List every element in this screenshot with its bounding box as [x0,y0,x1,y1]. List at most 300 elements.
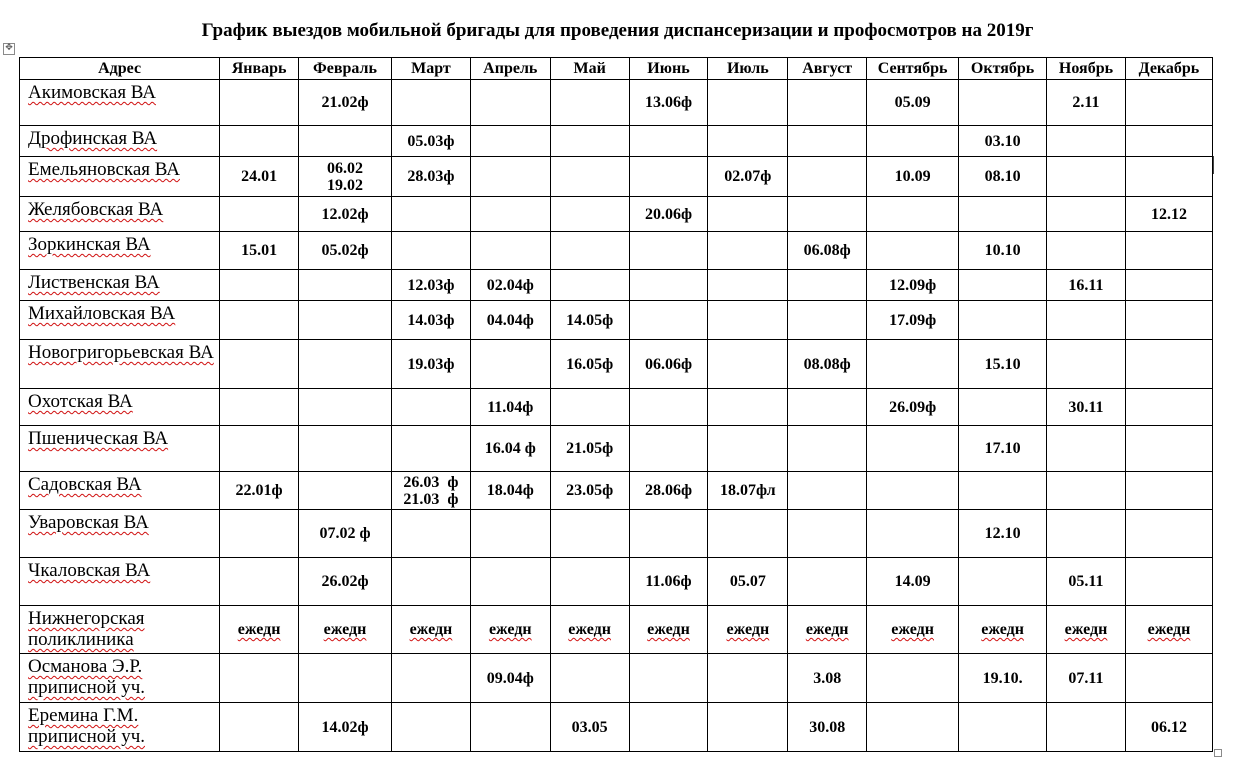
date-cell[interactable] [867,126,959,157]
table-row [20,232,1213,270]
date-value: 14.02ф [321,718,369,736]
date-cell[interactable] [788,510,867,558]
date-cell[interactable] [629,389,708,426]
date-cell[interactable] [1047,301,1126,340]
date-cell[interactable] [708,654,788,703]
date-cell[interactable] [867,606,959,654]
column-header-month: Август [788,58,867,80]
date-cell[interactable] [299,703,392,752]
date-cell[interactable] [550,558,629,606]
column-header-month: Сентябрь [867,58,959,80]
date-value: ежедн [647,621,690,638]
date-value: 14.03ф [407,311,455,329]
date-cell[interactable] [788,301,867,340]
date-cell[interactable] [788,340,867,389]
date-cell[interactable] [867,157,959,197]
date-cell[interactable] [1047,426,1126,472]
date-value: 3.08 [813,669,842,687]
address-text: Дрофинская ВА [28,128,158,149]
date-cell[interactable] [708,472,788,510]
date-cell[interactable] [470,157,550,197]
date-cell[interactable] [629,157,708,197]
date-cell[interactable] [788,157,867,197]
address-text: Охотская ВА [28,391,133,412]
date-cell[interactable] [708,301,788,340]
date-cell[interactable] [629,197,708,232]
date-value: 06.08ф [803,242,851,259]
date-cell[interactable] [550,232,629,270]
date-cell[interactable] [959,703,1047,752]
date-cell[interactable] [867,426,959,472]
date-cell[interactable] [392,340,471,389]
date-cell[interactable] [299,340,392,389]
column-header-month: Октябрь [959,58,1047,80]
date-cell[interactable] [299,301,392,340]
address-text: Акимовская ВА [28,82,156,103]
column-header-month: Май [550,58,629,80]
table-move-handle-icon[interactable]: ✥ [3,43,15,55]
date-value: 16.11 [1068,276,1104,294]
table-row [20,558,1213,606]
date-cell[interactable] [220,126,299,157]
date-cell[interactable] [629,510,708,558]
date-value: 12.03ф [407,276,455,294]
date-cell[interactable] [788,270,867,301]
date-value: 28.06ф [644,482,693,499]
date-cell[interactable] [788,654,867,703]
date-cell[interactable] [470,654,550,703]
date-cell[interactable] [1047,703,1126,752]
date-cell[interactable] [1125,558,1212,606]
date-cell[interactable] [299,472,392,510]
date-cell[interactable] [867,232,959,270]
date-cell[interactable] [959,80,1047,126]
date-value: 05.03ф [407,132,455,150]
address-text: Желябовская ВА [28,199,164,220]
address-cell[interactable] [20,472,220,510]
header-row [20,58,1213,80]
date-cell[interactable] [550,80,629,126]
address-cell[interactable] [20,606,220,654]
address-cell[interactable] [20,389,220,426]
table-row [20,80,1213,126]
date-cell[interactable] [470,197,550,232]
date-cell[interactable] [1125,126,1212,157]
date-cell[interactable] [959,426,1047,472]
table-row [20,270,1213,301]
date-cell[interactable] [1125,472,1212,510]
date-cell[interactable] [708,426,788,472]
date-cell[interactable] [392,126,471,157]
column-header-month: Июль [708,58,788,80]
date-cell[interactable] [550,340,629,389]
date-cell[interactable] [1047,126,1126,157]
date-cell[interactable] [220,389,299,426]
date-cell[interactable] [629,232,708,270]
date-cell[interactable] [959,340,1047,389]
date-cell[interactable] [1047,389,1126,426]
date-cell[interactable] [220,654,299,703]
date-cell[interactable] [1125,80,1212,126]
date-cell[interactable] [708,197,788,232]
date-cell[interactable] [392,270,471,301]
date-cell[interactable] [1125,389,1212,426]
date-cell[interactable] [220,80,299,126]
date-cell[interactable] [1047,232,1126,270]
date-value: 14.09 [894,573,931,590]
date-cell[interactable] [392,606,471,654]
column-header-month: Апрель [470,58,550,80]
address-text: Еремина Г.М. приписной уч. [28,705,145,747]
table-row [20,472,1213,510]
date-cell[interactable] [1125,654,1212,703]
date-cell[interactable] [550,157,629,197]
date-cell[interactable] [788,426,867,472]
address-cell[interactable] [20,157,220,197]
date-cell[interactable] [867,197,959,232]
date-value: 11.04ф [487,398,534,416]
date-cell[interactable] [392,472,471,510]
date-cell[interactable] [1125,157,1212,197]
date-value: ежедн [323,621,367,638]
address-text: Зоркинская ВА [28,234,151,255]
date-cell[interactable] [470,426,550,472]
date-value: 19.03ф [407,355,455,373]
address-text: Новогригорьевская ВА [28,342,214,363]
date-cell[interactable] [867,654,959,703]
table-row [20,606,1213,654]
date-cell[interactable] [1125,703,1212,752]
date-value: 05.09 [894,94,931,111]
date-cell[interactable] [220,558,299,606]
date-value: 06.02 19.02 [327,159,364,194]
address-text: Нижнегорская поликлиника [28,608,145,650]
date-cell[interactable] [867,270,959,301]
date-value: 15.10 [984,355,1021,373]
date-cell[interactable] [470,270,550,301]
date-cell[interactable] [550,654,629,703]
date-value: 10.10 [984,242,1021,259]
date-cell[interactable] [708,270,788,301]
date-value: 02.07ф [724,168,772,185]
date-cell[interactable] [708,703,788,752]
date-cell[interactable] [550,703,629,752]
date-cell[interactable] [959,232,1047,270]
date-cell[interactable] [550,197,629,232]
date-cell[interactable] [959,510,1047,558]
date-cell[interactable] [299,270,392,301]
date-value: ежедн [1064,621,1108,638]
date-cell[interactable] [867,389,959,426]
date-cell[interactable] [299,606,392,654]
address-text: Емельяновская ВА [28,159,180,180]
date-cell[interactable] [867,472,959,510]
date-cell[interactable] [220,232,299,270]
date-cell[interactable] [220,510,299,558]
date-value: 05.11 [1068,573,1104,590]
date-cell[interactable] [392,654,471,703]
table-row [20,426,1213,472]
date-cell[interactable] [708,558,788,606]
date-cell[interactable] [1125,426,1212,472]
date-value: ежедн [568,621,611,638]
date-cell[interactable] [470,703,550,752]
date-cell[interactable] [629,340,708,389]
date-value: 05.07 [729,573,766,590]
date-value: 08.10 [984,168,1021,185]
date-cell[interactable] [299,558,392,606]
date-cell[interactable] [1047,558,1126,606]
date-cell[interactable] [629,472,708,510]
column-header-month: Ноябрь [1047,58,1126,80]
date-cell[interactable] [867,558,959,606]
date-value: 12.02ф [321,205,369,223]
date-cell[interactable] [788,197,867,232]
address-cell[interactable] [20,558,220,606]
date-cell[interactable] [629,606,708,654]
date-cell[interactable] [550,510,629,558]
date-value: 24.01 [241,168,278,185]
date-cell[interactable] [220,301,299,340]
date-value: ежедн [891,621,934,638]
date-cell[interactable] [1047,157,1126,197]
date-cell[interactable] [629,426,708,472]
date-cell[interactable] [1047,270,1126,301]
date-cell[interactable] [959,606,1047,654]
date-cell[interactable] [392,232,471,270]
date-cell[interactable] [299,157,392,197]
date-cell[interactable] [959,126,1047,157]
date-cell[interactable] [788,703,867,752]
date-cell[interactable] [1047,606,1126,654]
date-cell[interactable] [629,703,708,752]
text-cursor-mark [1213,156,1214,174]
date-value: ежедн [981,621,1024,638]
date-cell[interactable] [788,126,867,157]
date-cell[interactable] [470,301,550,340]
date-value: 02.04ф [486,276,534,294]
table-row [20,654,1213,703]
date-value: ежедн [237,621,281,638]
date-cell[interactable] [470,232,550,270]
date-cell[interactable] [470,472,550,510]
date-cell[interactable] [392,558,471,606]
date-cell[interactable] [959,270,1047,301]
date-cell[interactable] [708,80,788,126]
date-cell[interactable] [1047,340,1126,389]
date-cell[interactable] [299,232,392,270]
date-cell[interactable] [788,472,867,510]
address-cell[interactable] [20,270,220,301]
date-cell[interactable] [867,80,959,126]
date-cell[interactable] [708,232,788,270]
date-value: ежедн [409,621,453,638]
date-value: 14.05ф [566,311,614,329]
date-cell[interactable] [959,389,1047,426]
date-cell[interactable] [708,126,788,157]
date-cell[interactable] [220,703,299,752]
date-cell[interactable] [299,197,392,232]
table-row [20,389,1213,426]
date-cell[interactable] [1125,510,1212,558]
date-cell[interactable] [629,80,708,126]
address-cell[interactable] [20,197,220,232]
date-cell[interactable] [867,340,959,389]
date-cell[interactable] [788,558,867,606]
date-cell[interactable] [959,157,1047,197]
address-cell[interactable] [20,301,220,340]
date-cell[interactable] [959,301,1047,340]
date-cell[interactable] [708,340,788,389]
date-cell[interactable] [550,606,629,654]
date-cell[interactable] [470,606,550,654]
address-cell[interactable] [20,426,220,472]
date-value: 28.03ф [407,168,455,185]
date-cell[interactable] [788,606,867,654]
date-value: 21.02ф [321,94,369,111]
date-cell[interactable] [1125,270,1212,301]
date-cell[interactable] [220,340,299,389]
address-text: Садовская ВА [28,474,142,495]
date-cell[interactable] [867,703,959,752]
date-value: 18.04ф [486,482,534,499]
date-cell[interactable] [392,703,471,752]
schedule-table [19,57,1213,752]
address-cell[interactable] [20,703,220,752]
date-cell[interactable] [470,389,550,426]
address-text: Лиственская ВА [28,272,160,293]
address-cell[interactable] [20,232,220,270]
date-value: 05.02ф [321,242,369,259]
date-cell[interactable] [470,126,550,157]
column-header-month: Декабрь [1125,58,1212,80]
date-cell[interactable] [788,389,867,426]
date-value: 08.08ф [803,355,851,373]
date-value: ежедн [805,621,849,638]
date-cell[interactable] [1047,654,1126,703]
date-cell[interactable] [550,126,629,157]
date-cell[interactable] [470,340,550,389]
date-cell[interactable] [788,232,867,270]
address-cell[interactable] [20,340,220,389]
date-cell[interactable] [392,157,471,197]
date-cell[interactable] [470,510,550,558]
date-value: 10.09 [894,168,931,185]
date-cell[interactable] [629,558,708,606]
date-cell[interactable] [1047,197,1126,232]
address-cell[interactable] [20,80,220,126]
date-cell[interactable] [470,80,550,126]
date-cell[interactable] [299,654,392,703]
table-resize-handle[interactable] [1214,749,1222,757]
date-cell[interactable] [629,301,708,340]
address-text: Уваровская ВА [28,512,149,533]
date-value: 30.11 [1068,398,1104,416]
date-cell[interactable] [959,558,1047,606]
column-header-address: Адрес [20,58,220,80]
date-cell[interactable] [220,472,299,510]
date-cell[interactable] [1125,606,1212,654]
date-cell[interactable] [550,389,629,426]
date-cell[interactable] [392,389,471,426]
date-cell[interactable] [220,270,299,301]
date-cell[interactable] [470,558,550,606]
date-cell[interactable] [1125,301,1212,340]
date-value: 2.11 [1072,94,1100,111]
date-value: 21.05ф [566,440,614,457]
date-cell[interactable] [867,301,959,340]
date-cell[interactable] [220,426,299,472]
date-cell[interactable] [959,654,1047,703]
date-cell[interactable] [1047,80,1126,126]
date-cell[interactable] [959,197,1047,232]
date-cell[interactable] [959,472,1047,510]
address-text: Михайловская ВА [28,303,176,324]
date-cell[interactable] [392,80,471,126]
date-value: ежедн [1147,621,1191,638]
date-cell[interactable] [299,126,392,157]
address-text: Османова Э.Р. приписной уч. [28,656,145,698]
column-header-month: Февраль [299,58,392,80]
date-cell[interactable] [708,510,788,558]
date-cell[interactable] [629,654,708,703]
date-value: 18.07фл [720,482,776,499]
date-cell[interactable] [629,126,708,157]
address-cell[interactable] [20,126,220,157]
date-value: ежедн [488,621,532,638]
date-value: 07.02 ф [319,525,371,542]
date-cell[interactable] [708,157,788,197]
address-cell[interactable] [20,654,220,703]
table-row [20,510,1213,558]
date-value: 19.10. [982,669,1023,687]
date-cell[interactable] [550,472,629,510]
date-cell[interactable] [1125,197,1212,232]
date-cell[interactable] [299,389,392,426]
date-cell[interactable] [867,510,959,558]
date-cell[interactable] [629,270,708,301]
date-cell[interactable] [220,157,299,197]
date-cell[interactable] [708,389,788,426]
date-cell[interactable] [550,426,629,472]
date-value: 06.12 [1150,718,1187,736]
date-cell[interactable] [392,301,471,340]
date-cell[interactable] [299,426,392,472]
date-cell[interactable] [1125,232,1212,270]
column-header-month: Январь [220,58,299,80]
date-cell[interactable] [1047,472,1126,510]
date-cell[interactable] [1125,340,1212,389]
table-row [20,126,1213,157]
date-cell[interactable] [392,510,471,558]
date-cell[interactable] [1047,510,1126,558]
date-cell[interactable] [220,606,299,654]
date-cell[interactable] [788,80,867,126]
date-value: 26.02ф [321,573,369,590]
date-cell[interactable] [392,197,471,232]
address-text: Пшеническая ВА [28,428,169,449]
date-cell[interactable] [392,426,471,472]
address-cell[interactable] [20,510,220,558]
date-value: 06.06ф [644,355,693,373]
date-cell[interactable] [550,301,629,340]
date-value: 13.06ф [644,94,693,111]
date-cell[interactable] [299,80,392,126]
date-cell[interactable] [708,606,788,654]
date-cell[interactable] [299,510,392,558]
date-cell[interactable] [220,197,299,232]
date-cell[interactable] [550,270,629,301]
